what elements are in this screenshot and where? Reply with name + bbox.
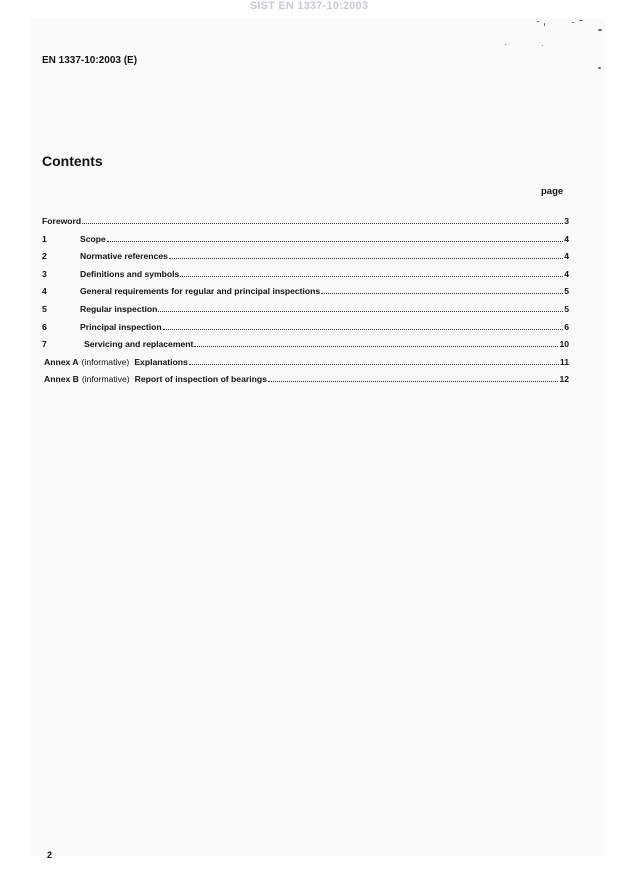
dot-leader (189, 363, 559, 365)
toc-entry-page: 5 (564, 286, 569, 297)
toc-entry-title: Definitions and symbols (80, 268, 180, 279)
toc-entry-number: 4 (42, 286, 47, 297)
dot-leader (82, 222, 563, 224)
toc-entry[interactable] (42, 322, 569, 340)
toc-entry-page: 6 (564, 321, 569, 332)
annex-label: Annex B (44, 374, 79, 385)
scan-speck (579, 20, 583, 21)
toc-entry-title: Principal inspection (80, 321, 162, 332)
toc-entry-number: 1 (42, 233, 47, 244)
dot-leader (169, 257, 563, 259)
toc-entry-page: 4 (564, 268, 569, 279)
annex-page: 11 (559, 356, 569, 367)
toc-entry-page: 3 (564, 216, 569, 226)
toc-entry-title: Servicing and replacement (84, 339, 194, 350)
dot-leader (180, 275, 563, 277)
document-id: EN 1337-10:2003 (E) (42, 55, 138, 66)
toc-annex-entry[interactable] (42, 374, 569, 392)
toc-annex-entry[interactable] (42, 357, 569, 375)
toc-entry-page: 10 (559, 339, 569, 350)
scan-speck (537, 21, 539, 22)
annex-type: (informative) (81, 356, 130, 367)
toc-entry[interactable] (42, 286, 569, 304)
toc-entry-number: 5 (42, 303, 47, 314)
scan-speck (542, 45, 543, 46)
toc-entry[interactable] (42, 216, 569, 234)
toc-entry[interactable] (42, 304, 569, 322)
scan-speck (544, 23, 545, 26)
toc-entry-number: 6 (42, 321, 47, 332)
toc-entry-title: Foreword (42, 216, 82, 226)
annex-title: Explanations (134, 356, 188, 367)
page-column-label: page (541, 186, 564, 197)
toc-entry-title: Normative references (80, 251, 168, 262)
watermark: SIST EN 1337-10:2003 (249, 0, 369, 12)
annex-page: 12 (559, 374, 569, 385)
scan-speck (598, 29, 602, 31)
dot-leader (107, 240, 563, 242)
annex-type: (informative) (81, 374, 130, 385)
dot-leader (158, 310, 563, 312)
toc-entry[interactable] (42, 251, 569, 269)
toc-entry[interactable] (42, 339, 569, 357)
scan-speck (572, 22, 574, 23)
toc-entry-page: 5 (564, 303, 569, 314)
annex-title: Report of inspection of bearings (134, 374, 267, 385)
dot-leader (163, 328, 564, 330)
toc-entry-title: Regular inspection (80, 303, 158, 314)
table-of-contents (42, 216, 569, 392)
scan-speck (505, 44, 506, 45)
toc-entry-number: 7 (42, 339, 47, 350)
page-number: 2 (47, 850, 53, 860)
dot-leader (194, 345, 558, 347)
toc-entry[interactable] (42, 234, 569, 252)
toc-entry-number: 3 (42, 268, 47, 279)
scan-speck (598, 67, 601, 69)
toc-entry-page: 4 (564, 233, 569, 244)
toc-entry-title: General requirements for regular and principal inspections (80, 286, 321, 297)
dot-leader (268, 380, 559, 382)
contents-heading: Contents (42, 153, 103, 169)
toc-entry-title: Scope (80, 233, 106, 244)
dot-leader (321, 292, 563, 294)
scanned-sheet (30, 18, 605, 856)
annex-label: Annex A (44, 356, 79, 367)
toc-entry-number: 2 (42, 251, 47, 262)
toc-entry-page: 4 (564, 251, 569, 262)
toc-entry[interactable] (42, 269, 569, 287)
